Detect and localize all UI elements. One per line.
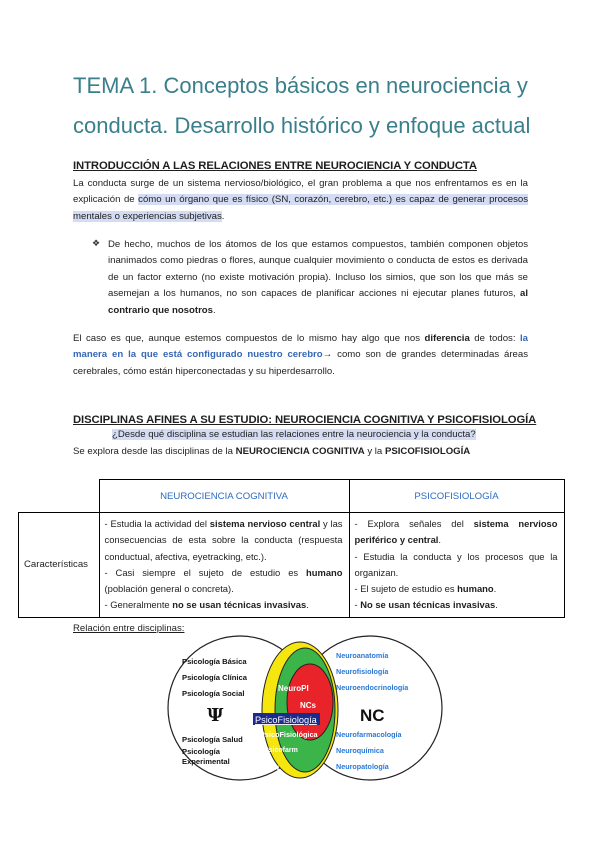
bullet-paragraph [108,237,528,319]
bold-text: sistema nervioso periférico y central [354,518,558,546]
center-label: NCs [300,701,317,710]
intro-paragraph [73,176,528,225]
nc-label: Neurofisiología [336,667,389,676]
psi-symbol: Ψ [207,705,224,726]
pf-line [355,581,558,597]
bold-text: humano [306,566,343,578]
blue-bold-text: la manera en la que está configurado nuestro cerebro [73,333,528,361]
nc-label: Neuroendocrinología [336,683,409,692]
center-label: PsicoFisiología [255,715,317,725]
nc-symbol: NC [360,706,385,725]
text: (población general o concreta). [104,583,234,595]
text: De hecho, muchos de los átomos de los que estamos compuestos, también componen objetos inanimados como piedras o flores, aunque cualquier movimiento o conducta de estos es derivada de un factor externo (no existe motivación propia). Incluso los simios, que son los que más se asemejan a los humanos, no son capaces de planificar acciones ni ejecutar planes futuros, [108,239,528,300]
question-highlight: ¿Desde qué disciplina se estudian las relaciones entre la neurociencia y la conducta? [112,429,476,440]
table-header-row [19,480,565,513]
bold-text: PSICOFISIOLOGÍA [384,446,471,457]
text: - Explora señales del [354,518,474,529]
text: La conducta surge de un sistema nervioso/biológico, el gran problema a que nos enfrentamos es en la explicación de [73,178,528,206]
nc-label: Neuroanatomía [336,651,389,660]
text: de todos: [469,333,520,344]
text: - Casi siempre el sujeto de estudio es [104,566,307,578]
pf-cell [349,513,564,618]
venn-diagram [160,634,460,784]
text: y la [364,446,385,457]
page-title [73,66,533,146]
text: . [306,599,309,611]
bold-text: diferencia [424,333,470,344]
text: . [493,583,497,595]
nc-label: Neurofarmacología [336,730,402,739]
center-label: Psicofarm [264,747,298,754]
diamond-bullet-icon: ❖ [92,238,101,248]
text: - El sujeto de estudio es [354,583,458,595]
text: . [438,534,441,546]
text: - [354,599,361,611]
row-label-caracteristicas: Características [19,513,100,618]
nc-line [105,516,343,565]
title-line-1: TEMA 1. Conceptos básicos en neurociencia y [73,73,528,98]
comparison-table [18,479,565,618]
header-neurociencia: NEUROCIENCIA COGNITIVA [99,480,349,513]
nc-label: Neuroquímica [336,746,384,755]
bold-text: No se usan técnicas invasivas [360,599,496,611]
table-row [19,513,565,618]
center-label: PsicoFisiológica [260,730,318,739]
psi-label: Psicología Básica [182,657,247,666]
header-psicofisiologia: PSICOFISIOLOGÍA [349,480,564,513]
disciplinas-heading: DISCIPLINAS AFINES A SU ESTUDIO: NEUROCIENCIA COGNITIVA Y PSICOFISIOLOGÍA [73,414,537,426]
psi-label: Psicología Salud [182,735,243,744]
text: . [213,304,216,316]
center-label: NeuroPI [278,684,309,693]
intro-heading: INTRODUCCIÓN A LAS RELACIONES ENTRE NEUROCIENCIA Y CONDUCTA [73,160,477,172]
nc-line [105,597,343,613]
nc-cell [99,513,349,618]
text: - Estudia la actividad del [104,518,210,529]
difference-paragraph [73,331,528,380]
text: - Estudia la conducta y los procesos que la organizan. [354,550,558,578]
title-line-2: conducta. Desarrollo histórico y enfoque actual [73,113,531,138]
pf-line [355,516,558,549]
highlighted-text: cómo un órgano que es físico (SN, corazón, cerebro, etc.) es capaz de generar procesos mentales o experiencias subjetivas [73,194,529,222]
text: El caso es que, aunque estemos compuestos de lo mismo hay algo que nos [73,333,425,344]
text: → como son de grandes determinadas áreas cerebrales, cómo están hiperconectadas y su hiperdesarrollo. [73,349,529,377]
psi-label: Experimental [182,757,230,766]
psi-label: Psicología Clínica [182,673,247,682]
psi-label: Psicología [182,747,220,756]
empty-corner-cell [19,480,100,513]
bold-text: humano [457,583,494,595]
bold-text: no se usan técnicas invasivas [172,599,307,611]
text: Se explora desde las disciplinas de la [73,446,236,457]
nc-line [105,565,343,598]
bold-text: sistema nervioso central [209,518,321,529]
bold-text: al contrario que nosotros [108,288,528,316]
nc-label: Neuropatología [336,762,389,771]
text: - Generalmente [104,599,173,611]
text: y las consecuencias de esta sobre la conducta (respuesta conductual, afectiva, eyetracking, etc.). [104,518,343,562]
disciplines-line [73,446,470,457]
center-label: PN [270,765,280,772]
pf-line [355,597,558,613]
relacion-label: Relación entre disciplinas: [73,623,185,634]
psi-label: Psicología Social [182,689,245,698]
text: . [221,210,225,222]
bold-text: NEUROCIENCIA COGNITIVA [235,446,365,457]
text: . [495,599,498,611]
pf-line [355,549,558,582]
